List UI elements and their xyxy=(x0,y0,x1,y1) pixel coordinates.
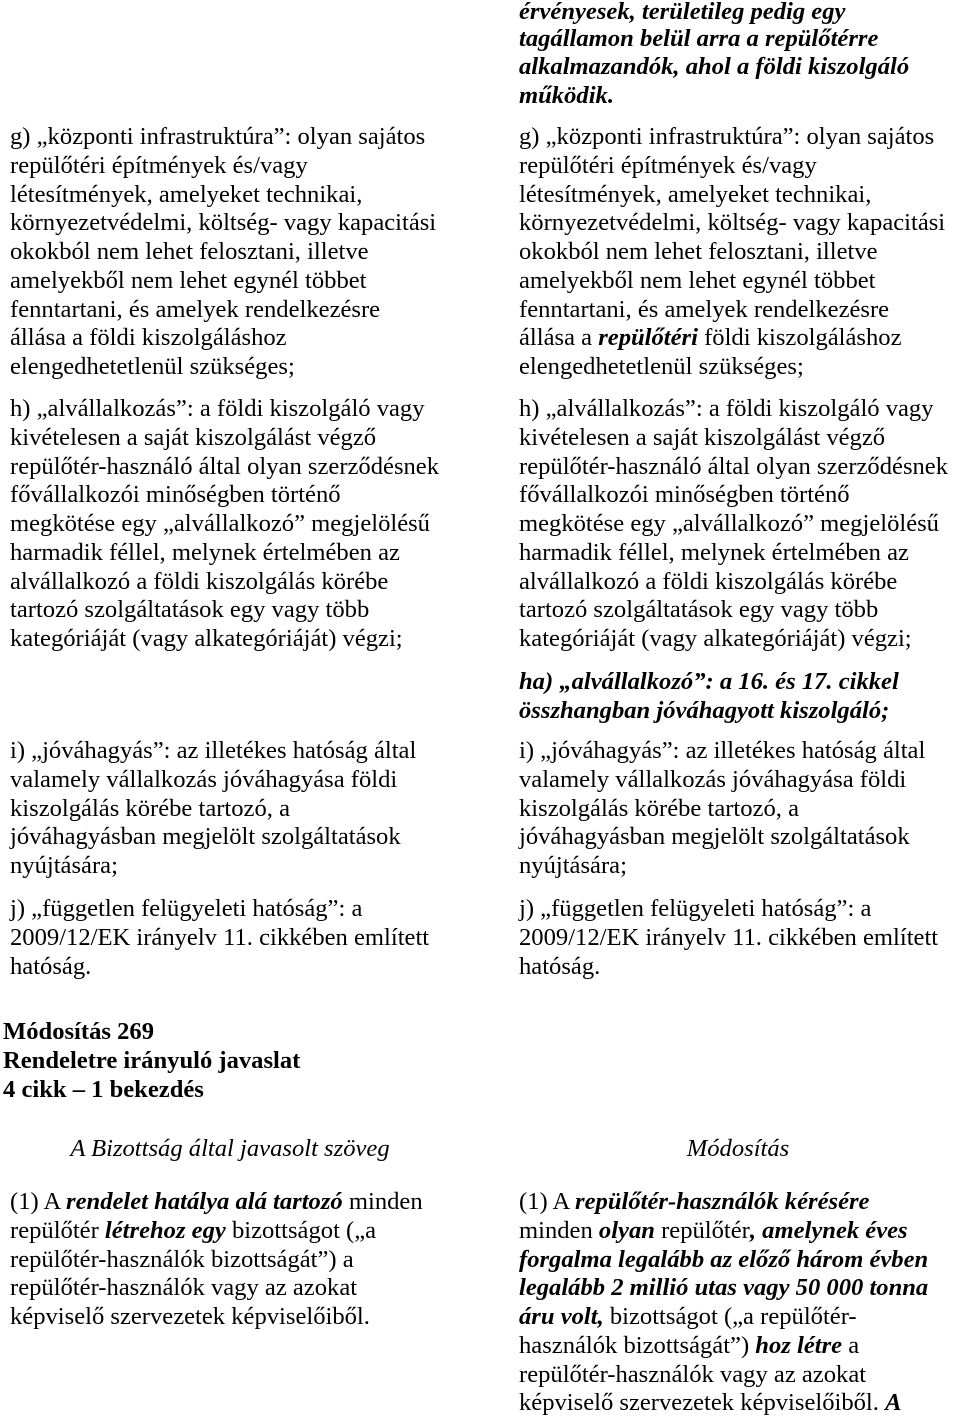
text-line: g) „központi infrastruktúra”: olyan sajátos xyxy=(10,123,426,150)
text-line: forgalma legalább az előző három évben xyxy=(519,1245,929,1273)
text-line: j) „független felügyeleti hatóság”: a xyxy=(519,895,872,922)
text-line: 2009/12/EK irányelv 11. cikkében említett xyxy=(519,923,939,951)
text-line: hatóság. xyxy=(519,952,601,980)
amendment-title: Módosítás 269 xyxy=(3,1018,154,1045)
text-line: repülőtér-használó által olyan szerződésnek xyxy=(10,452,440,480)
text-line: érvényesek, területileg pedig egy xyxy=(519,0,846,25)
text-line xyxy=(519,324,957,353)
added-text: , amelynek éves xyxy=(749,1216,908,1244)
text-line: harmadik féllel, melynek értelmében az xyxy=(519,538,909,566)
added-text: áru volt, xyxy=(519,1303,604,1330)
text-line: kiszolgálás körébe tartozó, a xyxy=(519,794,799,822)
definition-i-amended xyxy=(519,737,957,881)
text-line: hatóság. xyxy=(10,952,92,980)
definition-g-original xyxy=(10,123,450,382)
text-line: valamely vállalkozás jóváhagyása földi xyxy=(519,765,907,793)
definition-g-amended xyxy=(519,123,957,382)
text-line xyxy=(10,1188,450,1217)
text-line: kivételesen a saját kiszolgálást végző xyxy=(519,423,886,451)
added-text: repülőtéri xyxy=(598,324,698,352)
continued-amendment-text xyxy=(519,0,957,111)
column-header: A Bizottság által javasolt szöveg xyxy=(70,1135,390,1162)
added-text: olyan xyxy=(598,1216,655,1244)
text-line: okokból nem lehet felosztani, illetve xyxy=(519,238,878,265)
amended-paragraph xyxy=(519,1188,957,1418)
text-line: amelyekből nem lehet egynél többet xyxy=(519,266,876,294)
text-segment: bizottságot („a xyxy=(225,1216,377,1244)
text-line: repülőtér-használók vagy az azokat xyxy=(519,1360,867,1388)
text-segment: (1) A xyxy=(10,1188,67,1215)
text-line: okokból nem lehet felosztani, illetve xyxy=(10,238,369,265)
definition-h-original xyxy=(10,395,450,654)
text-line xyxy=(519,1332,957,1361)
commission-proposal-paragraph xyxy=(10,1188,450,1332)
text-line: amelyekből nem lehet egynél többet xyxy=(10,266,367,294)
text-line: g) „központi infrastruktúra”: olyan sajátos xyxy=(519,123,935,150)
text-line: létesítmények, amelyeket technikai, xyxy=(10,180,363,208)
text-line: jóváhagyásban megjelölt szolgáltatások xyxy=(519,823,910,851)
text-line xyxy=(519,1217,957,1246)
text-line: környezetvédelmi, költség- vagy kapacitási xyxy=(10,209,437,237)
text-line: i) „jóváhagyás”: az illetékes hatóság által xyxy=(519,737,926,764)
text-line: fenntartani, és amelyek rendelkezésre xyxy=(10,295,381,323)
text-line: összhangban jóváhagyott kiszolgáló; xyxy=(519,696,890,724)
text-line: valamely vállalkozás jóváhagyása földi xyxy=(10,765,398,793)
text-line xyxy=(10,1217,450,1246)
definition-j-original xyxy=(10,895,450,981)
text-line: repülőtéri építmények és/vagy xyxy=(10,151,308,179)
text-segment: minden xyxy=(342,1188,423,1215)
text-line: repülőtér-használók bizottságát”) a xyxy=(10,1245,354,1273)
text-line: fővállalkozói minőségben történő xyxy=(10,481,341,509)
text-line: ha) „alvállalkozó”: a 16. és 17. cikkel xyxy=(519,668,899,695)
text-line: tagállamon belül arra a repülőtérre xyxy=(519,24,879,52)
text-line: fővállalkozói minőségben történő xyxy=(519,481,850,509)
text-line xyxy=(519,1303,957,1332)
text-line: harmadik féllel, melynek értelmében az xyxy=(10,538,400,566)
text-line: repülőtér-használó által olyan szerződésnek xyxy=(519,452,949,480)
text-segment: földi kiszolgáláshoz xyxy=(697,324,902,352)
text-line: megkötése egy „alvállalkozó” megjelölésű xyxy=(519,510,939,537)
text-line: repülőtéri építmények és/vagy xyxy=(519,151,817,179)
text-line: alkalmazandók, ahol a földi kiszolgáló xyxy=(519,53,910,81)
added-text: hoz létre xyxy=(755,1331,843,1359)
commission-text-header xyxy=(10,1135,450,1164)
text-line: elengedhetetlenül szükséges; xyxy=(10,353,295,380)
text-segment: állása a xyxy=(519,324,599,352)
text-segment: képviselő szervezetek képviselőiből. xyxy=(519,1389,886,1417)
added-text: A xyxy=(885,1389,902,1417)
text-line: tartozó szolgáltatások egy vagy több xyxy=(10,596,370,624)
text-segment: használók bizottságát”) xyxy=(519,1331,756,1359)
amendment-reference: 4 cikk – 1 bekezdés xyxy=(3,1075,204,1103)
text-line: h) „alvállalkozás”: a földi kiszolgáló vagy xyxy=(519,395,934,422)
text-line: fenntartani, és amelyek rendelkezésre xyxy=(519,295,890,323)
definition-j-amended xyxy=(519,895,957,981)
added-text: repülőtér-használók kérésére xyxy=(575,1188,870,1215)
text-line: létesítmények, amelyeket technikai, xyxy=(519,180,872,208)
amendment-text-header xyxy=(519,1135,957,1164)
text-line: legalább 2 millió utas vagy 50 000 tonna xyxy=(519,1274,929,1302)
deleted-text: rendelet hatálya alá tartozó xyxy=(66,1188,343,1215)
text-line: i) „jóváhagyás”: az illetékes hatóság által xyxy=(10,737,417,764)
amendment-heading xyxy=(3,1018,300,1104)
column-header: Módosítás xyxy=(686,1135,790,1162)
definition-h-amended xyxy=(519,395,957,654)
text-line xyxy=(519,1389,957,1418)
text-line xyxy=(519,1188,957,1217)
amendment-subtitle: Rendeletre irányuló javaslat xyxy=(3,1046,301,1074)
definition-ha-added xyxy=(519,668,957,726)
text-line: jóváhagyásban megjelölt szolgáltatások xyxy=(10,823,401,851)
deleted-text: létrehoz egy xyxy=(104,1216,226,1244)
text-line: j) „független felügyeleti hatóság”: a xyxy=(10,895,363,922)
text-segment: repülőtér xyxy=(654,1216,750,1244)
text-line: környezetvédelmi, költség- vagy kapacitási xyxy=(519,209,946,237)
text-line: állása a földi kiszolgáláshoz xyxy=(10,324,287,352)
text-line: kategóriáját (vagy alkategóriáját) végzi; xyxy=(519,625,912,652)
text-segment: (1) A xyxy=(519,1188,576,1215)
text-line: kivételesen a saját kiszolgálást végző xyxy=(10,423,377,451)
text-segment: minden xyxy=(519,1216,599,1244)
text-line: képviselő szervezetek képviselőiből. xyxy=(10,1303,370,1330)
text-line: repülőtér-használók vagy az azokat xyxy=(10,1274,358,1302)
text-line: h) „alvállalkozás”: a földi kiszolgáló vagy xyxy=(10,395,425,422)
text-line: alvállalkozó a földi kiszolgálás körébe xyxy=(10,567,389,595)
text-line: elengedhetetlenül szükséges; xyxy=(519,353,804,380)
text-line: tartozó szolgáltatások egy vagy több xyxy=(519,596,879,624)
text-line: 2009/12/EK irányelv 11. cikkében említett xyxy=(10,923,430,951)
text-segment: a xyxy=(842,1331,860,1359)
text-line: nyújtására; xyxy=(519,852,627,879)
text-line: megkötése egy „alvállalkozó” megjelölésű xyxy=(10,510,430,537)
text-line: kiszolgálás körébe tartozó, a xyxy=(10,794,290,822)
text-segment: bizottságot („a repülőtér- xyxy=(603,1303,857,1330)
text-segment: repülőtér xyxy=(10,1216,105,1244)
text-line: nyújtására; xyxy=(10,852,118,879)
text-line: alvállalkozó a földi kiszolgálás körébe xyxy=(519,567,898,595)
definition-i-original xyxy=(10,737,450,881)
text-line: működik. xyxy=(519,82,614,109)
text-line: kategóriáját (vagy alkategóriáját) végzi; xyxy=(10,625,403,652)
